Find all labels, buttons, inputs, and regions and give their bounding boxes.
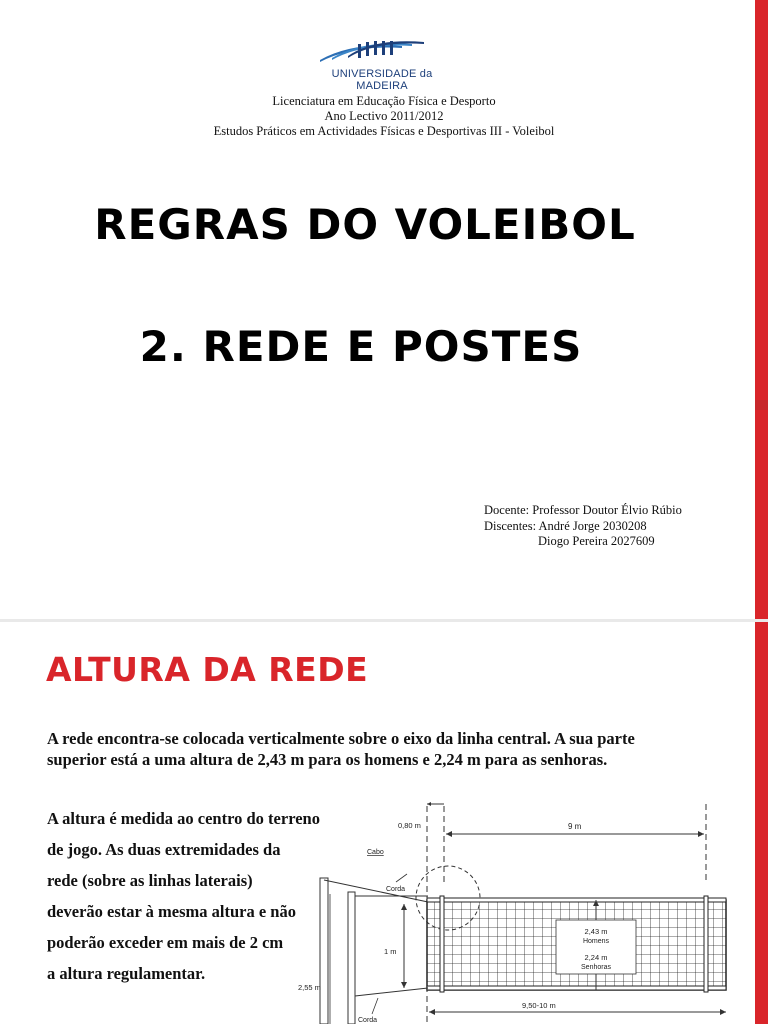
logo-text: UNIVERSIDADE da MADEIRA	[331, 68, 433, 92]
net-diagram-svg	[290, 792, 730, 1024]
credits	[484, 503, 682, 550]
slide-subtitle: 2. REDE E POSTES	[139, 322, 583, 371]
label-255: 2,55 m	[298, 983, 321, 992]
left-post	[320, 878, 328, 1024]
paragraph-line: poderão exceder em mais de 2 cm	[47, 933, 284, 952]
discentes-line: Discentes: André Jorge 2030208	[484, 518, 647, 533]
intro-paragraph: A rede encontra-se colocada verticalmente sobre o eixo da linha central. A sua parte superior está a uma altura de 2,43 m para os homens e 2,24 m para as senhoras.	[47, 729, 635, 769]
paragraph-line: A altura é medida ao centro do terreno	[47, 809, 320, 828]
subject-line: Estudos Práticos em Actividades Físicas e Desportivas III - Voleibol	[213, 124, 555, 138]
antenna-right	[704, 896, 708, 992]
paragraph-line: rede (sobre as linhas laterais)	[47, 871, 253, 890]
net-bottom-band	[427, 986, 726, 990]
university-logo	[312, 32, 452, 94]
antenna-left	[440, 896, 444, 992]
second-post	[348, 892, 355, 1024]
label-080: 0,80 m	[398, 821, 421, 830]
university-logo-icon	[312, 32, 452, 68]
label-1m: 1 m	[384, 947, 397, 956]
year-line: Ano Lectivo 2011/2012	[324, 109, 444, 123]
box-243: 2,43 m	[584, 927, 608, 936]
accent-bar	[755, 622, 768, 1024]
accent-bar-notch	[755, 400, 768, 410]
discente-line-2: Diogo Pereira 2027609	[538, 534, 655, 548]
box-224: 2,24 m	[584, 953, 608, 962]
slide-title: REGRAS DO VOLEIBOL	[94, 200, 636, 249]
net-top-band	[427, 898, 726, 902]
label-cabo: Cabo	[367, 849, 384, 856]
box-senhoras: Senhoras	[581, 964, 611, 971]
content-slide	[0, 622, 768, 1024]
paragraph-line: a altura regulamentar.	[47, 964, 206, 983]
course-line: Licenciatura em Educação Física e Desporto	[272, 94, 496, 108]
box-homens: Homens	[582, 938, 610, 945]
label-950: 9,50-10 m	[522, 1001, 556, 1010]
docente-line: Docente: Professor Doutor Élvio Rúbio	[484, 503, 682, 517]
label-9m: 9 m	[568, 822, 582, 831]
net-diagram	[290, 792, 730, 1024]
label-corda-bottom: Corda	[358, 1017, 378, 1024]
paragraph-line: deverão estar à mesma altura e não	[47, 902, 296, 921]
course-header	[0, 94, 768, 139]
label-corda-top: Corda	[386, 886, 406, 893]
paragraph-line: de jogo. As duas extremidades da	[47, 840, 281, 859]
section-title: ALTURA DA REDE	[46, 650, 369, 689]
